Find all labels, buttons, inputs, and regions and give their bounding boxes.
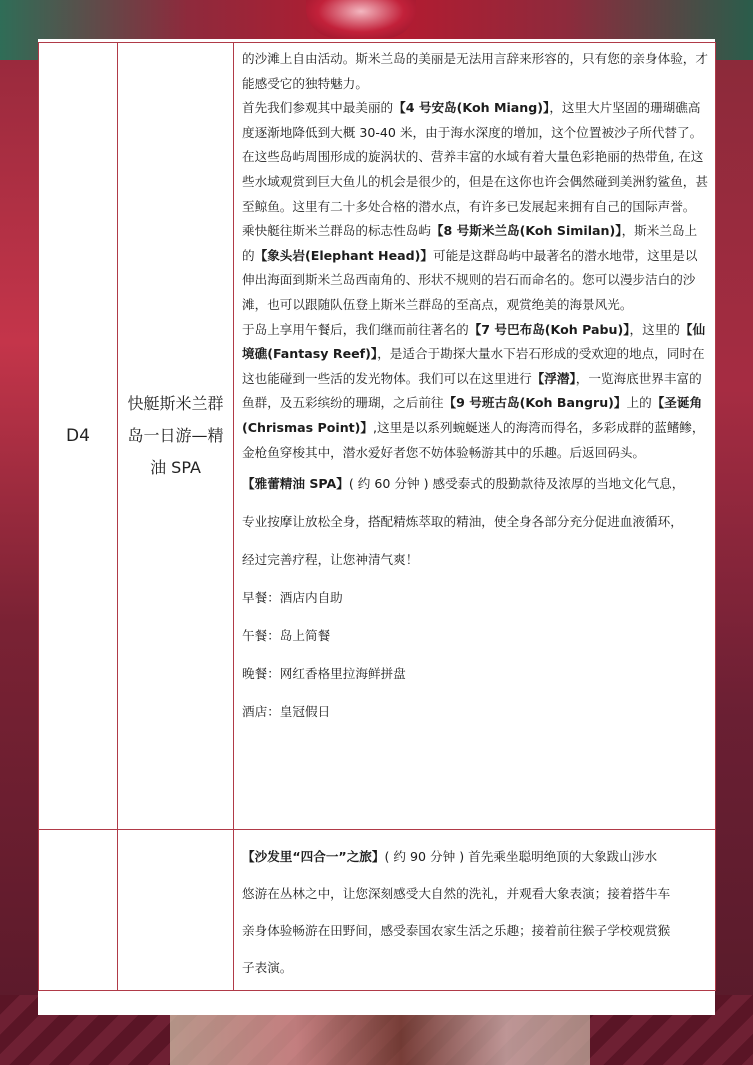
next-day-line: 悠游在丛林之中，让您深刻感受大自然的洗礼，并观看大象表演；接着搭牛车 bbox=[242, 886, 671, 901]
document-page bbox=[38, 39, 715, 1015]
paragraph: 的沙滩上自由活动。斯米兰岛的美丽是无法用言辞来形容的，只有您的亲身体验，才能感受它的独特魅力。 bbox=[242, 51, 708, 91]
day-title: 快艇斯米兰群岛一日游—精油 SPA bbox=[118, 43, 234, 830]
spa-line: 经过完善疗程，让您神清气爽！ bbox=[242, 552, 419, 568]
itinerary-table bbox=[38, 42, 716, 991]
spa-and-meals bbox=[242, 465, 709, 731]
paragraph: 首先我们参观其中最美丽的【4 号安岛(Koh Miang)】，这里大片坚固的珊瑚礁高度逐渐地降低到大概 30-40 米，由于海水深度的增加，这个位置被沙子所代替了。在这些岛屿周围形成的旋涡状的、营养丰富的水域有着大量色彩艳丽的热带鱼, 在这些水域观赏到巨大鱼儿的机会是很少的，但是在这你也许会偶然碰到美洲豹鲨鱼，甚至鲸鱼。这里有二十多处合格的潜水点，有许多已发展起来拥有自己的国际声誉。 bbox=[242, 100, 708, 214]
day-label: D4 bbox=[39, 43, 118, 830]
bottom-photo-decoration bbox=[170, 1015, 590, 1065]
hotel-line: 酒店：皇冠假日 bbox=[242, 704, 331, 720]
next-day-line: 【沙发里“四合一”之旅】( 约 90 分钟 ) 首先乘坐聪明绝顶的大象跋山涉水 bbox=[242, 849, 658, 864]
left-frame-decoration bbox=[0, 60, 38, 1000]
next-day-title bbox=[118, 830, 234, 991]
spa-line: 专业按摩让放松全身，搭配精炼萃取的精油，使全身各部分充分促进血液循环， bbox=[242, 514, 683, 530]
next-day-content bbox=[234, 830, 716, 991]
day-content bbox=[234, 43, 716, 830]
paragraph: 乘快艇往斯米兰群岛的标志性岛屿【8 号斯米兰岛(Koh Similan)】，斯米兰岛上的【象头岩(Elephant Head)】可能是这群岛屿中最著名的潜水地带，这里是以伸出海面到斯米兰岛西南角的、形状不规则的岩石而命名的。您可以漫步洁白的沙滩，也可以跟随队伍登上斯米兰群岛的至高点，观赏绝美的海景风光。 bbox=[242, 223, 698, 312]
top-emblem-decoration bbox=[306, 0, 416, 38]
spa-line: 【雅蕾精油 SPA】( 约 60 分钟 ) 感受泰式的殷勤款待及浓厚的当地文化气息， bbox=[242, 476, 685, 492]
lunch-line: 午餐：岛上简餐 bbox=[242, 628, 331, 644]
next-day-line: 亲身体验畅游在田野间，感受泰国农家生活之乐趣；接着前往猴子学校观赏猴 bbox=[242, 923, 671, 938]
dinner-line: 晚餐：网红香格里拉海鲜拼盘 bbox=[242, 666, 406, 682]
right-frame-decoration bbox=[713, 60, 753, 1000]
table-row-day4 bbox=[39, 43, 716, 830]
breakfast-line: 早餐：酒店内自助 bbox=[242, 590, 343, 606]
next-day-label bbox=[39, 830, 118, 991]
table-row-next-day bbox=[39, 830, 716, 991]
paragraph: 于岛上享用午餐后，我们继而前往著名的【7 号巴布岛(Koh Pabu)】，这里的【仙境礁(Fantasy Reef)】，是适合于勘探大量水下岩石形成的受欢迎的地点，同时在这也能碰到一些活的发光物体。我们可以在这里进行【浮潜】，一览海底世界丰富的鱼群，及五彩缤纷的珊瑚，之后前往【9 号班古岛(Koh Bangru)】上的【圣诞角(Chrismas Point)】,这里是以系列蜿蜒迷人的海湾而得名，多彩成群的蓝鳍鲹，金枪鱼穿梭其中，潜水爱好者您不妨体验畅游其中的乐趣。后返回码头。 bbox=[242, 321, 706, 460]
next-day-line: 子表演。 bbox=[242, 960, 293, 975]
